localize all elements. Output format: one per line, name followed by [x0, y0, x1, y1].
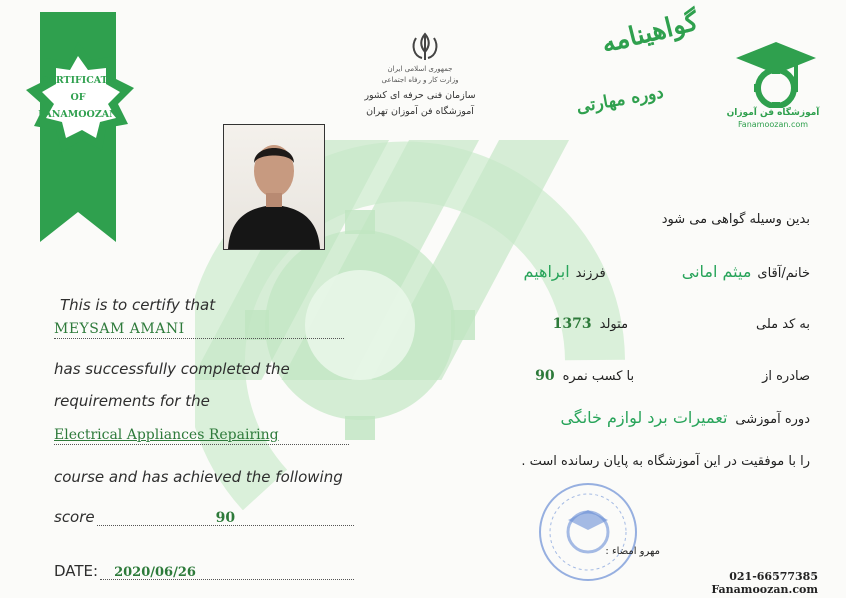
born-label: متولد	[599, 317, 629, 332]
course-row-fa	[430, 408, 810, 427]
course-line	[54, 424, 349, 445]
stamp-icon	[536, 480, 640, 584]
score-label-fa: با کسب نمره	[562, 369, 635, 384]
organization-line-1: سازمان فنی حرفه ای کشور	[364, 90, 476, 101]
date-value: 2020/06/26	[114, 565, 196, 580]
course-name-fa: تعمیرات برد لوازم خانگی	[560, 408, 728, 427]
issued-label: صادره از	[762, 369, 810, 384]
intro-fa: بدین وسیله گواهی می شود	[661, 212, 810, 227]
footer-site: Fanamoozan.com	[711, 583, 818, 596]
course-name-en: Electrical Appliances Repairing	[54, 427, 279, 443]
completed-text-1: has successfully completed the	[54, 360, 290, 378]
score-value-fa: 90	[535, 368, 555, 384]
logo-text: آموزشگاه فن آموزان	[726, 108, 820, 118]
name-row-fa	[430, 262, 810, 281]
student-name-fa: میثم امانی	[681, 262, 752, 281]
father-name: ابراهیم	[523, 262, 570, 281]
footer-phone: 021-66577385	[729, 570, 818, 583]
organization-block	[340, 88, 500, 120]
ribbon-text	[18, 72, 138, 123]
ribbon-line-1: CERTIFICATE	[41, 75, 115, 86]
stamp-label: مهرو امضاء :	[605, 546, 660, 557]
date-line	[54, 560, 354, 580]
completed-text-2: requirements for the	[54, 392, 210, 410]
national-id-label: به کد ملی	[756, 317, 810, 332]
name-line	[54, 318, 344, 339]
score-label-en: score	[54, 508, 95, 526]
score-dots	[97, 507, 354, 526]
logo-site: Fanamoozan.com	[737, 120, 809, 129]
emblem-caption-1: جمهوری اسلامی ایران	[387, 65, 453, 73]
emblem-caption-2: وزارت کار و رفاه اجتماعی	[381, 76, 459, 84]
issued-row-fa	[430, 368, 810, 384]
certificate-title: گواهینامه	[598, 6, 702, 60]
child-label: فرزند	[575, 266, 606, 281]
person-photo-icon	[224, 125, 324, 249]
completion-text: را با موفقیت در این آموزشگاه به پایان رسانده است .	[521, 454, 810, 469]
course-label-fa: دوره آموزشی	[735, 412, 810, 427]
ribbon-line-3: FANAMOOZAN	[38, 109, 118, 120]
student-photo	[223, 124, 325, 250]
id-row-fa	[430, 316, 810, 332]
date-dots	[100, 561, 354, 580]
student-name-en: MEYSAM AMANI	[54, 321, 185, 337]
born-year: 1373	[552, 316, 592, 332]
ribbon-line-2: OF	[70, 92, 86, 103]
emblem-caption	[340, 64, 500, 86]
fanamoozan-logo-icon	[734, 40, 818, 108]
score-value-en: 90	[215, 510, 236, 526]
certificate-ribbon	[8, 12, 158, 242]
gender-label: خانم/آقای	[757, 266, 810, 281]
certificate-subtitle: دوره مهارتی	[574, 82, 666, 118]
organization-line-2: آموزشگاه فن آموزان تهران	[366, 106, 474, 117]
certify-text: This is to certify that	[60, 296, 216, 314]
achieved-text: course and has achieved the following	[54, 468, 343, 486]
score-line	[54, 506, 354, 526]
iran-emblem-icon	[408, 32, 442, 62]
date-label: DATE:	[54, 562, 99, 580]
